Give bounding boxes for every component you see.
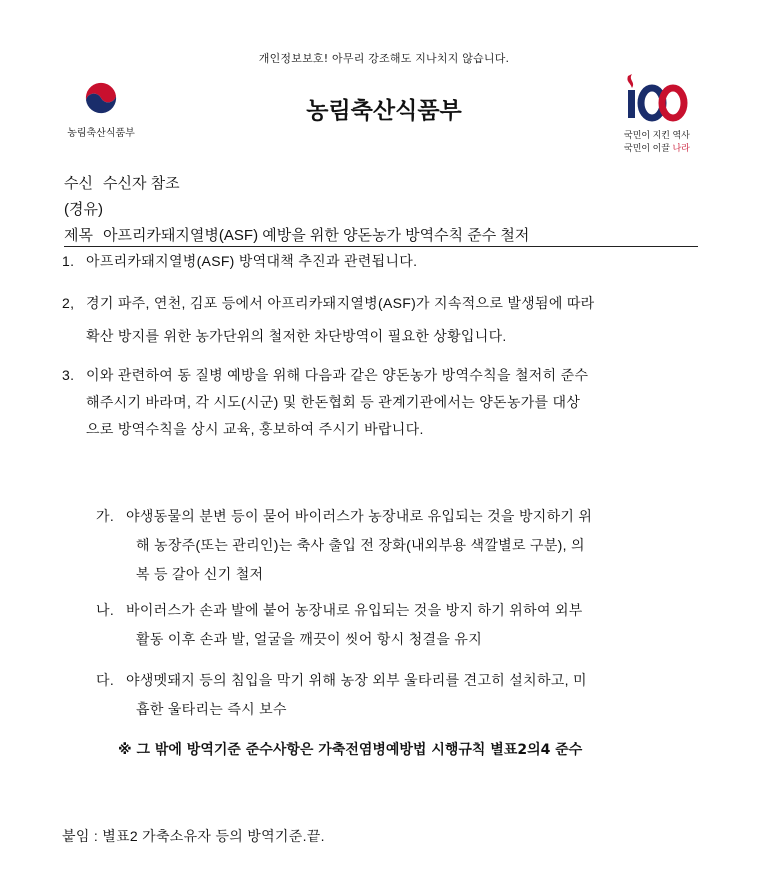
ministry-logo-label: 농림축산식품부 (67, 128, 135, 139)
item-ga: 가. 야생동물의 분변 등이 묻어 바이러스가 농장내로 유입되는 것을 방지하기 위 해 농장주(또는 관리인)는 축사 출입 전 장화(내외부용 색깔별로 구분), 의 복 등 갈아 신기 철저 (96, 508, 593, 582)
item-na: 나. 바이러스가 손과 발에 붙어 농장내로 유입되는 것을 방지 하기 위하여 외부 활동 이후 손과 발, 얼굴을 깨끗이 씻어 항시 청결을 유지 (96, 602, 583, 647)
anniversary-logo (618, 70, 698, 154)
subject-label: 제목 (64, 227, 93, 244)
via-line: (경유) (64, 201, 103, 218)
anniversary-line-2: 국민이 이끌 나라 (624, 143, 690, 153)
recipient-value: 수신자 참조 (102, 175, 180, 192)
subject-line (64, 224, 529, 245)
item-da: 다. 야생멧돼지 등의 침입을 막기 위해 농장 외부 울타리를 견고히 설치하고, 미 흡한 울타리는 즉시 보수 (96, 672, 587, 717)
ministry-title: 농림축산식품부 (306, 98, 462, 124)
recipient-label: 수신 (64, 175, 93, 192)
subject-value: 아프리카돼지열병(ASF) 예방을 위한 양돈농가 방역수칙 준수 철저 (102, 227, 530, 244)
recipient-line (64, 172, 180, 193)
paragraph-3: 3. 이와 관련하여 동 질병 예방을 위해 다음과 같은 양돈농가 방역수칙을 철저히 준수 해주시기 바라며, 각 시도(시군) 및 한돈협회 등 관계기관에서는 양돈농가를 대상 으로 방역수칙을 상시 교육, 홍보하여 주시기 바랍니다. (62, 367, 589, 437)
paragraph-2: 2, 경기 파주, 연천, 김포 등에서 아프리카돼지열병(ASF)가 지속적으로 발생됨에 따라 확산 방지를 위한 농가단위의 철저한 차단방역이 필요한 상황입니다. (62, 295, 595, 344)
compliance-note: ※ 그 밖에 방역기준 준수사항은 가축전염병예방법 시행규칙 별표2의4 준수 (118, 742, 583, 758)
paragraph-1: 1. 아프리카돼지열병(ASF) 방역대책 추진과 관련됩니다. (62, 253, 418, 269)
privacy-notice: 개인정보보호! 아무리 강조해도 지나치지 않습니다. (258, 52, 510, 65)
attachment-line: 붙임 : 별표2 가축소유자 등의 방역기준.끝. (62, 828, 325, 844)
anniversary-line-1: 국민이 지킨 역사 (624, 130, 690, 140)
header-divider (64, 246, 698, 247)
100th-anniversary-emblem-icon (618, 70, 688, 122)
